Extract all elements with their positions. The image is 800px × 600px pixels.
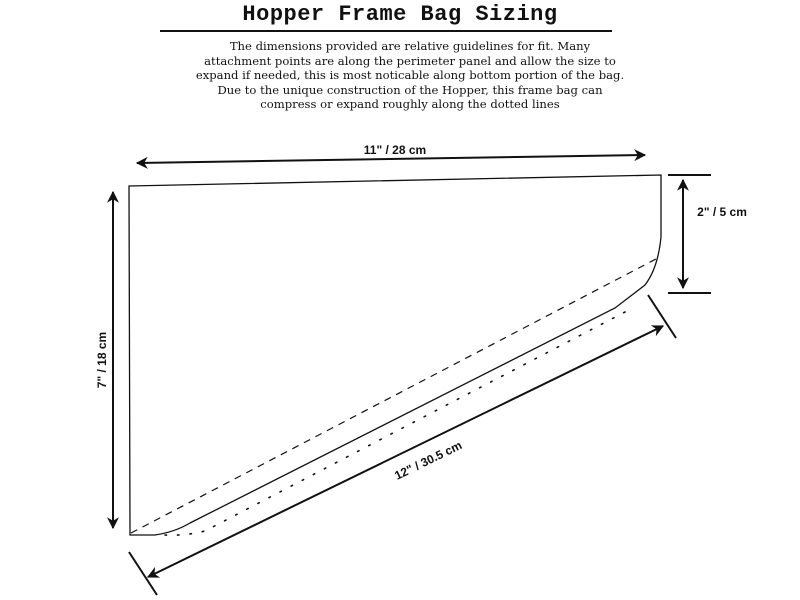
description-line: Due to the unique construction of the Hopper, this frame bag can — [217, 82, 603, 97]
compress-dashed-line — [131, 259, 656, 533]
bottom-dimension-arrow — [148, 326, 663, 577]
page-title: Hopper Frame Bag Sizing — [242, 2, 558, 27]
bottom-tick-left — [129, 552, 157, 595]
description-line: attachment points are along the perimeter panel and allow the size to — [204, 53, 616, 68]
expand-dotted-line — [165, 312, 625, 535]
right-dimension-label: 2" / 5 cm — [697, 205, 747, 219]
bag-outline — [129, 175, 661, 535]
bottom-dimension-label: 12" / 30.5 cm — [392, 438, 465, 483]
description-line: expand if needed, this is most noticable along bottom portion of the bag. — [195, 68, 625, 82]
description-line: compress or expand roughly along the dotted lines — [260, 97, 560, 111]
description-line: The dimensions provided are relative guidelines for fit. Many — [229, 39, 591, 53]
left-dimension-label: 7" / 18 cm — [95, 331, 109, 389]
top-dimension-label: 11" / 28 cm — [363, 143, 427, 157]
